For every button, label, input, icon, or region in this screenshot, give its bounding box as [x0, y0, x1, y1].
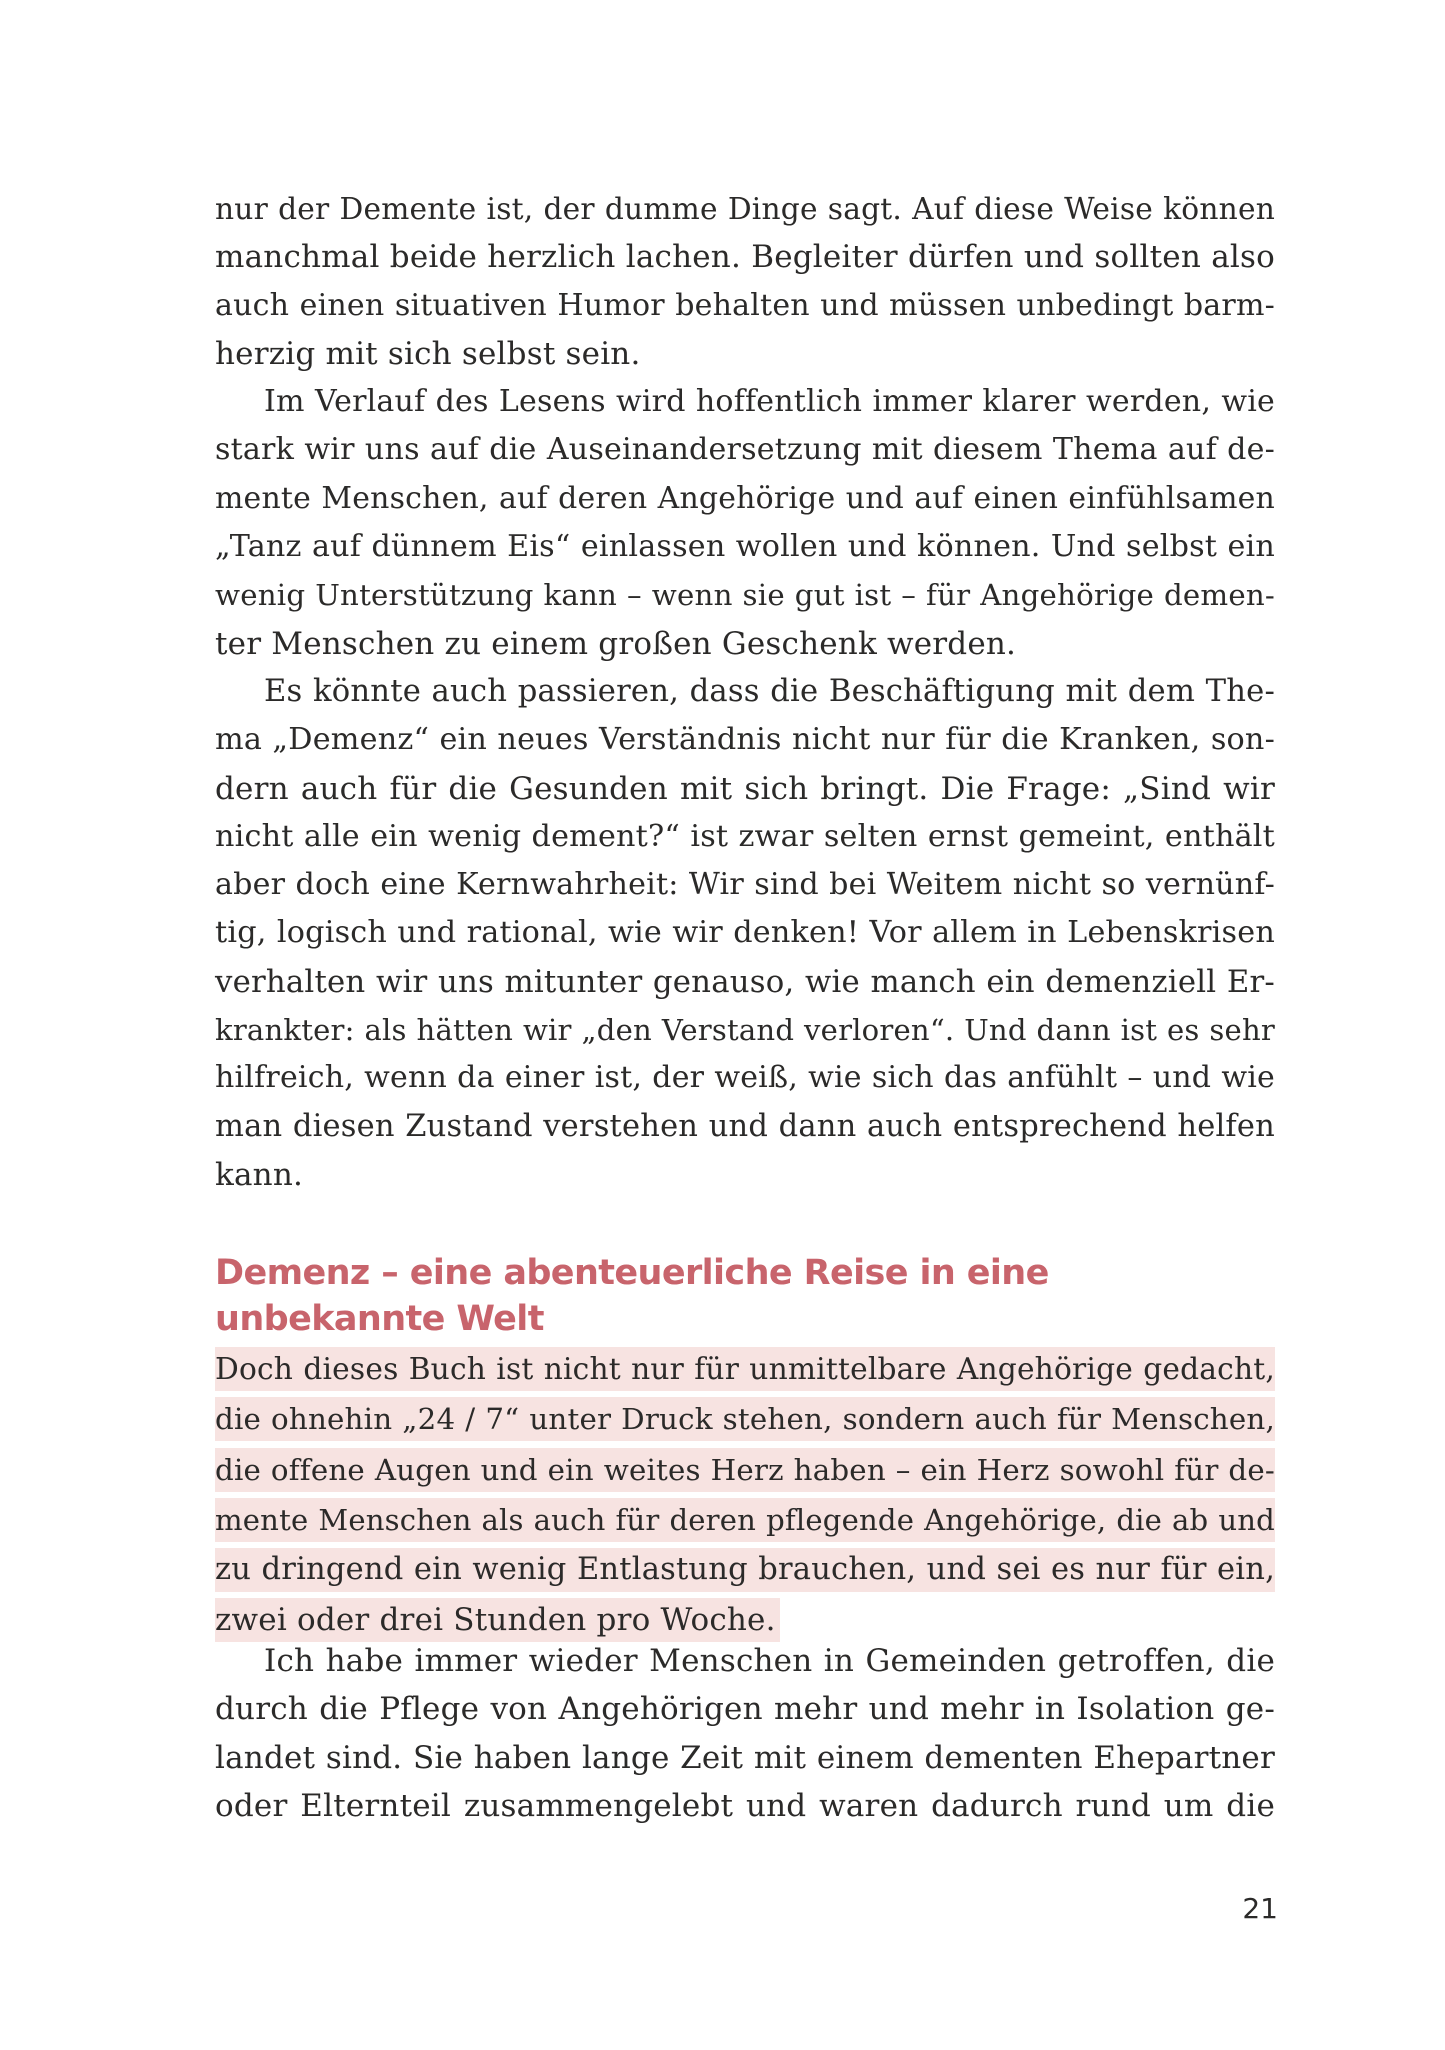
- text-line: „Tanz auf dünnem Eis“ einlassen wollen und können. Und selbst ein: [215, 529, 1275, 565]
- highlighted-line: zu dringend ein wenig Entlastung brauchen, und sei es nur für ein,: [215, 1548, 1275, 1592]
- text-line: auch einen situativen Humor behalten und müssen unbedingt barm-: [215, 287, 1275, 323]
- highlighted-line: die offene Augen und ein weites Herz haben – ein Herz sowohl für de-: [215, 1448, 1275, 1492]
- highlighted-line: die ohnehin „24 / 7“ unter Druck stehen, sondern auch für Menschen,: [215, 1397, 1275, 1441]
- text-line: manchmal beide herzlich lachen. Begleiter dürfen und sollten also: [215, 239, 1275, 276]
- highlighted-line: zwei oder drei Stunden pro Woche.: [215, 1598, 780, 1642]
- text-line: Im Verlauf des Lesens wird hoffentlich immer klarer werden, wie: [264, 384, 1275, 420]
- text-line: man diesen Zustand verstehen und dann auch entsprechend helfen: [215, 1108, 1275, 1144]
- text-line: Ich habe immer wieder Menschen in Gemeinden getroffen, die: [264, 1643, 1275, 1679]
- page-number: 21: [1242, 1892, 1278, 1925]
- section-heading: [215, 1250, 1275, 1342]
- heading-line-1: Demenz – eine abenteuerliche Reise in eine: [215, 1253, 1049, 1293]
- text-line: herzig mit sich selbst sein.: [215, 335, 641, 372]
- text-line: Es könnte auch passieren, dass die Beschäftigung mit dem The-: [264, 673, 1275, 709]
- highlighted-line: mente Menschen als auch für deren pflegende Angehörige, die ab und: [215, 1498, 1275, 1542]
- text-line: landet sind. Sie haben lange Zeit mit einem dementen Ehepartner: [215, 1739, 1275, 1776]
- text-line: mente Menschen, auf deren Angehörige und auf einen einfühlsamen: [215, 480, 1275, 516]
- text-line: ter Menschen zu einem großen Geschenk werden.: [215, 625, 1017, 662]
- text-line: krankter: als hätten wir „den Verstand verloren“. Und dann ist es sehr: [215, 1013, 1275, 1048]
- highlighted-line: Doch dieses Buch ist nicht nur für unmittelbare Angehörige gedacht,: [215, 1347, 1275, 1391]
- highlighted-paragraph[interactable]: [215, 1345, 1275, 1645]
- text-line: oder Elternteil zusammengelebt und waren dadurch rund um die: [215, 1787, 1275, 1824]
- text-line: hilfreich, wenn da einer ist, der weiß, wie sich das anfühlt – und wie: [215, 1060, 1275, 1096]
- text-line: kann.: [215, 1156, 304, 1193]
- text-line: durch die Pflege von Angehörigen mehr und mehr in Isolation ge-: [215, 1691, 1275, 1728]
- text-line: tig, logisch und rational, wie wir denken! Vor allem in Lebenskrisen: [215, 915, 1275, 951]
- heading-line-2: unbekannte Welt: [215, 1299, 544, 1339]
- body-text-top: [215, 185, 1275, 1199]
- text-line: verhalten wir uns mitunter genauso, wie manch ein demenziell Er-: [215, 963, 1275, 1000]
- body-text-bottom: [215, 1637, 1275, 1830]
- text-line: stark wir uns auf die Auseinandersetzung mit diesem Thema auf de-: [215, 432, 1275, 468]
- text-line: wenig Unterstützung kann – wenn sie gut ist – für Angehörige demen-: [215, 578, 1275, 613]
- text-line: nur der Demente ist, der dumme Dinge sagt. Auf diese Weise können: [215, 191, 1275, 226]
- text-line: ma „Demenz“ ein neues Verständnis nicht nur für die Kranken, son-: [215, 722, 1275, 758]
- text-line: nicht alle ein wenig dement?“ ist zwar selten ernst gemeint, enthält: [215, 818, 1275, 854]
- text-line: dern auch für die Gesunden mit sich bringt. Die Frage: „Sind wir: [215, 770, 1275, 807]
- text-line: aber doch eine Kernwahrheit: Wir sind bei Weitem nicht so vernünf-: [215, 867, 1275, 903]
